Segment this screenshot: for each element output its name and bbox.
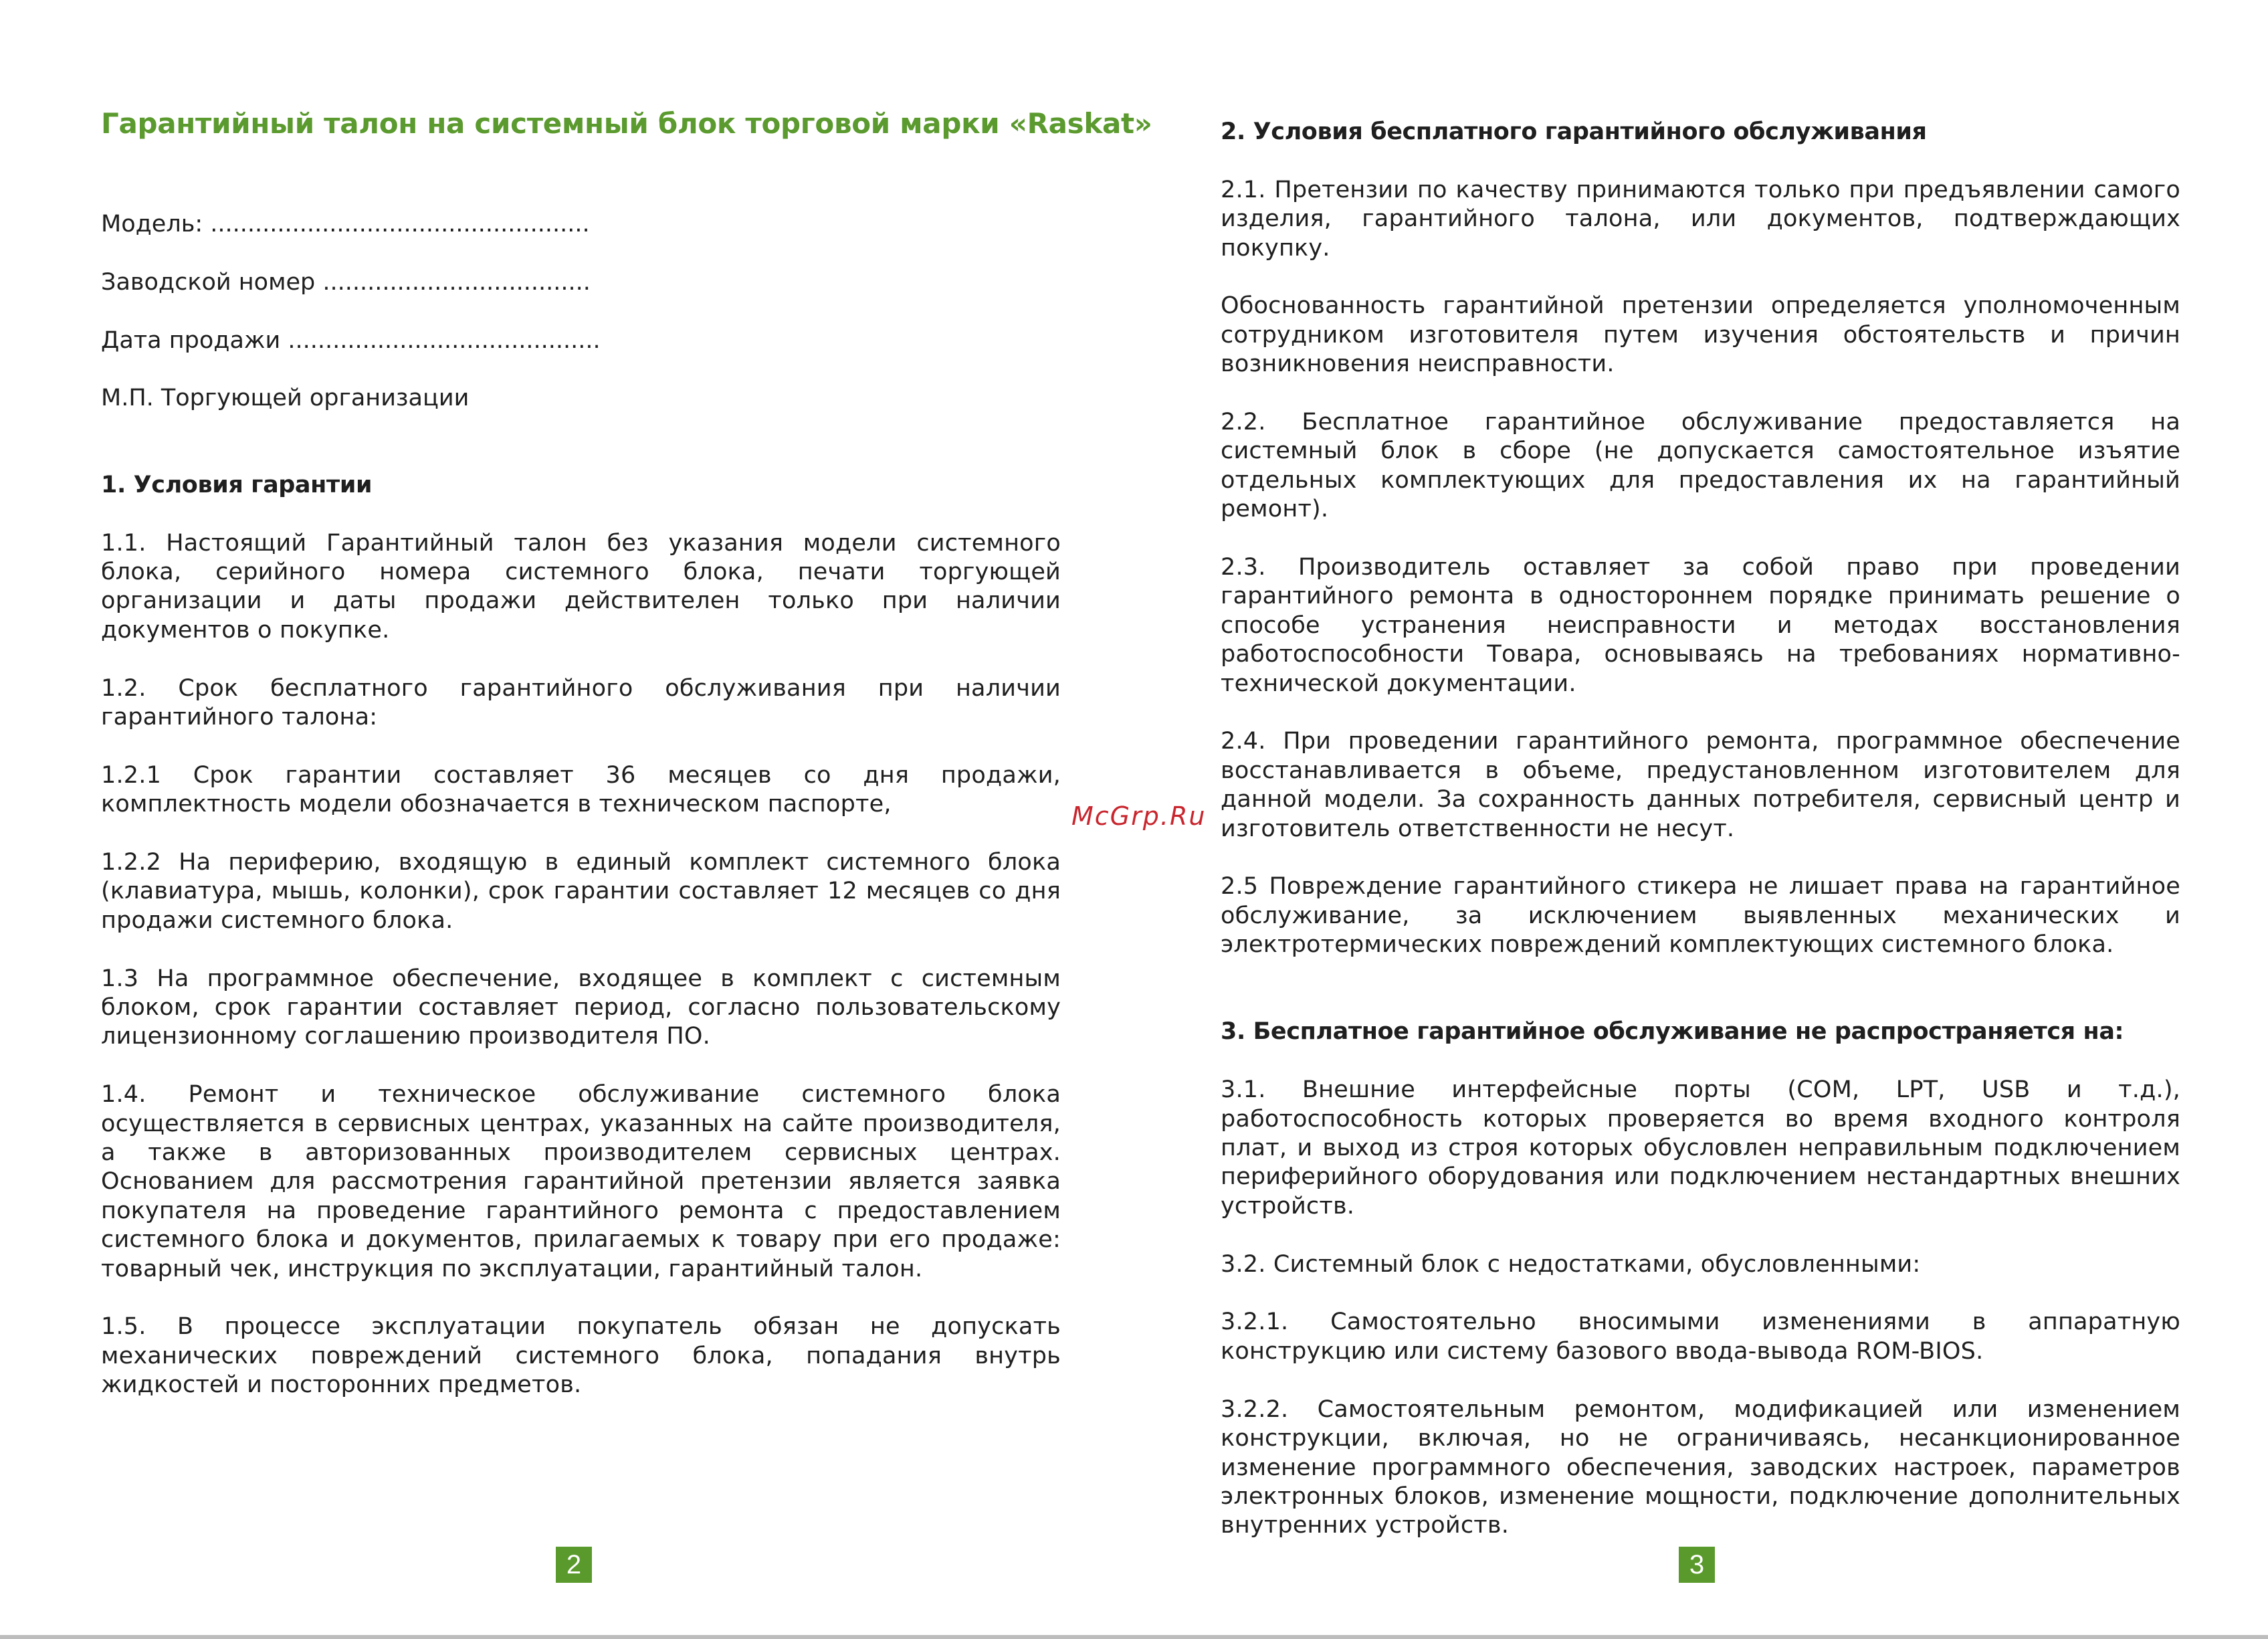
serial-number-field: Заводской номер ....................................	[101, 268, 591, 296]
warranty-fields	[101, 210, 1061, 413]
paragraph-2-2: 2.2. Бесплатное гарантийное обслуживание предоставляется на системный блок в сборе (не допускается самостоятельное изъятие отдельных комплектующих для предоставления их на гарантийный ремонт).	[1221, 409, 2180, 523]
paragraph-2-1-justification: Обоснованность гарантийной претензии определяется уполномоченным сотрудником изготовителя путем изучения обстоятельств и причин возникновения неисправности.	[1221, 292, 2180, 378]
paragraph-1-1: 1.1. Настоящий Гарантийный талон без указания модели системного блока, серийного номера системного блока, печати торгующей организации и даты продажи действителен только при наличии документов о покупке.	[101, 529, 1061, 644]
paragraph-3-1: 3.1. Внешние интерфейсные порты (COM, LPT, USB и т.д.), работоспособность которых проверяется во время входного контроля плат, и выход из строя которых обусловлен неправильным подключением периферийного оборудования или подключением нестандартных внешних устройств.	[1221, 1076, 2180, 1220]
paragraph-2-4: 2.4. При проведении гарантийного ремонта, программное обеспечение восстанавливается в объеме, предустановленном изготовителем для данной модели. За сохранность данных потребителя, сервисный центр и изготовитель ответственности не несут.	[1221, 728, 2180, 842]
page-number-badge: 2	[556, 1547, 592, 1583]
paragraph-2-3: 2.3. Производитель оставляет за собой право при проведении гарантийного ремонта в одностороннем порядке принимать решение о способе устранения неисправности и методах восстановления работоспособности Товара, основываясь на требованиях нормативно-технической документации.	[1221, 554, 2180, 697]
paragraph-1-2-1: 1.2.1 Срок гарантии составляет 36 месяцев со дня продажи, комплектность модели обозначается в техническом паспорте,	[101, 761, 1061, 818]
paragraph-3-2-1: 3.2.1. Самостоятельно вносимыми изменениями в аппаратную конструкцию или систему базового ввода-вывода ROM-BIOS.	[1221, 1309, 2180, 1365]
paragraph-1-4: 1.4. Ремонт и техническое обслуживание системного блока осуществляется в сервисных центрах, указанных на сайте производителя, а также в авторизованных производителем сервисных центрах. Основанием для рассмотрения гарантийной претензии является заявка покупателя на проведение гарантийного ремонта с предоставлением системного блока и документов, прилагаемых к товару при его продаже: товарный чек, инструкция по эксплуатации, гарантийный талон.	[101, 1081, 1061, 1282]
stamp-field: М.П. Торгующей организации	[101, 385, 470, 412]
bottom-divider	[0, 1635, 2268, 1639]
watermark: McGrp.Ru	[1071, 801, 1207, 831]
section-2-heading: 2. Условия бесплатного гарантийного обслуживания	[1221, 118, 1927, 145]
right-page	[1134, 0, 2268, 1639]
section-spacer	[1221, 989, 2180, 1018]
section-1-heading: 1. Условия гарантии	[101, 471, 373, 498]
paragraph-1-3: 1.3 На программное обеспечение, входящее в комплект с системным блоком, срок гарантии составляет период, согласно пользовательскому лицензионному соглашению производителя ПО.	[101, 965, 1061, 1050]
section-3-heading: 3. Бесплатное гарантийное обслуживание не распространяется на:	[1221, 1018, 2124, 1046]
document-title: Гарантийный талон на системный блок торговой марки «Raskat»	[101, 107, 1152, 140]
paragraph-3-2-2: 3.2.2. Самостоятельным ремонтом, модификацией или изменением конструкции, включая, но не ограничиваясь, несанкционированное изменение программного обеспечения, заводских настроек, параметров электронных блоков, изменение мощности, подключение дополнительных внутренних устройств.	[1221, 1395, 2180, 1539]
paragraph-2-1: 2.1. Претензии по качеству принимаются только при предъявлении самого изделия, гарантийного талона, или документов, подтверждающих покупку.	[1221, 176, 2180, 262]
paragraph-2-5: 2.5 Повреждение гарантийного стикера не лишает права на гарантийное обслуживание, за исключением выявленных механических и электротермических повреждений комплектующих системного блока.	[1221, 873, 2180, 959]
paragraph-1-2-2: 1.2.2 На периферию, входящую в единый комплект системного блока (клавиатура, мышь, колонки), срок гарантии составляет 12 месяцев со дня продажи системного блока.	[101, 849, 1061, 934]
page-number-badge: 3	[1679, 1547, 1715, 1583]
paragraph-1-2: 1.2. Срок бесплатного гарантийного обслуживания при наличии гарантийного талона:	[101, 674, 1061, 731]
right-column	[1221, 118, 2180, 1569]
model-field: Модель: ...................................................	[101, 211, 590, 237]
paragraph-3-2: 3.2. Системный блок с недостатками, обусловленными:	[1221, 1250, 1921, 1278]
paragraph-1-5: 1.5. В процессе эксплуатации покупатель обязан не допускать механических повреждений системного блока, попадания внутрь жидкостей и посторонних предметов.	[101, 1313, 1061, 1399]
sale-date-field: Дата продажи ..........................................	[101, 326, 601, 354]
